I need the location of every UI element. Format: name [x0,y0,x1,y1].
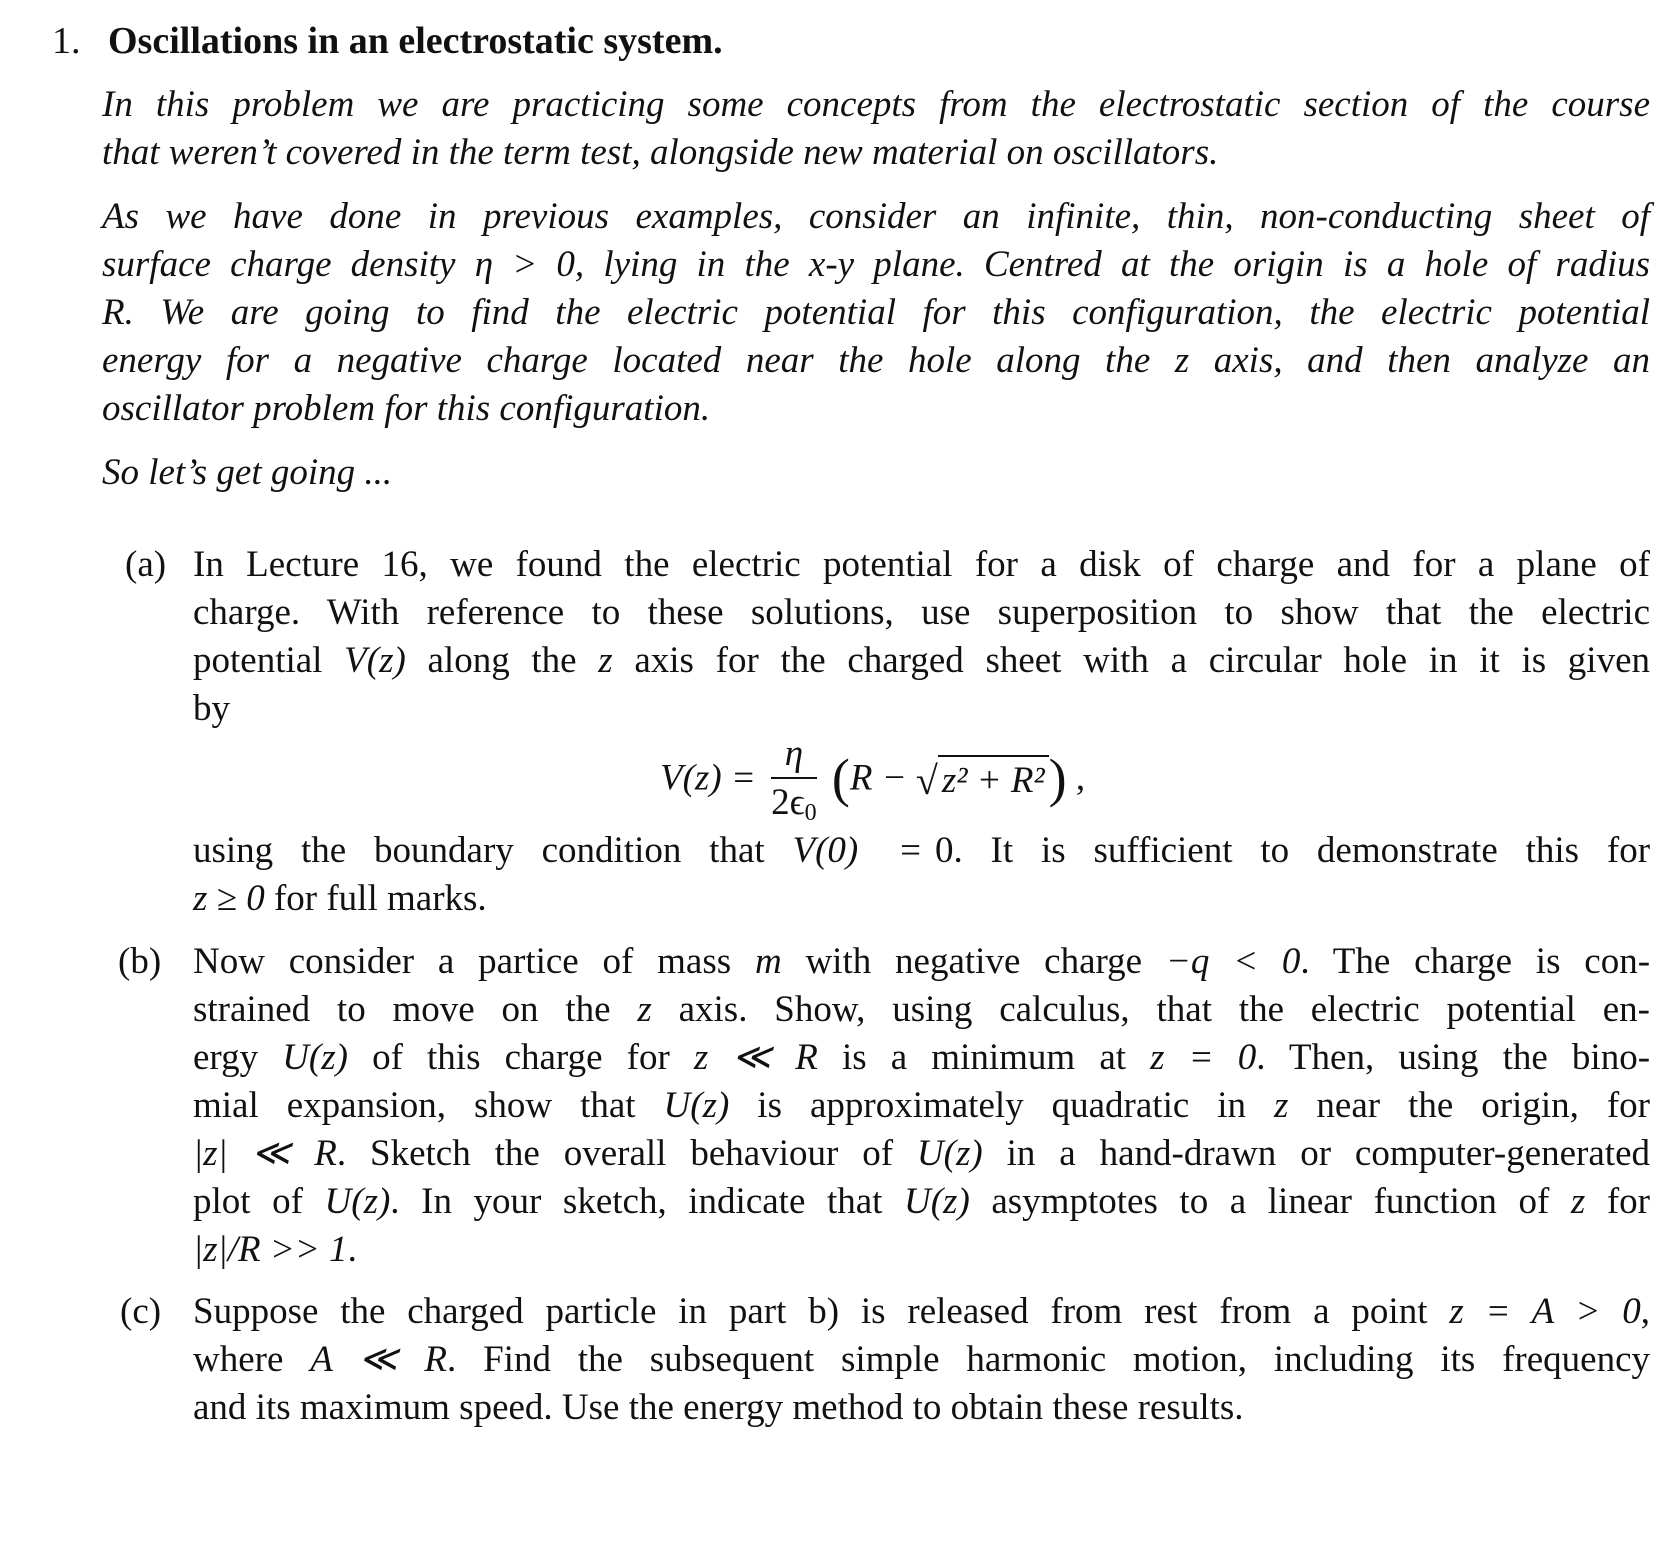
text-run: is a minimum at [817,1037,1151,1078]
math-A-much-less-R: A ≪ R [310,1339,448,1380]
intro-p2-line4 [102,342,1650,379]
sqrt-sign-icon: √ [915,757,938,803]
part-a-label: (a) [125,544,167,585]
intro-p2-line5: oscillator problem for this configuration. [102,388,711,429]
math-abs-z-much-less-R: |z| ≪ R [193,1133,337,1174]
part-b-line4 [193,1087,1650,1124]
denominator-subscript: 0 [804,800,817,826]
equation-fraction [771,732,816,824]
intro-p2-line3 [102,294,1650,331]
text-run: . The charge is con- [1300,941,1651,982]
text-run: in a hand-drawn or computer-generated [982,1133,1651,1174]
math-z-nonneg: z ≥ 0 [193,878,265,919]
math-abs-z-over-R: |z|/R >> 1 [193,1229,348,1270]
text-run: Now consider a partice of mass [193,941,755,982]
math-z: z [1570,1181,1586,1222]
equation-lhs: V(z) = [660,757,756,799]
text-run: - [825,244,838,285]
part-a-line2: charge. With reference to these solutions, use superposition to show that the electric [193,592,1650,633]
math-Uz: U(z) [324,1181,391,1222]
problem-heading [52,22,723,60]
part-c-label: (c) [120,1291,162,1332]
part-b-label: (b) [118,941,162,982]
part-b-line3 [193,1039,1650,1076]
part-b-line2 [193,991,1650,1028]
text-run: Suppose the charged particle in part b) is released from rest from a point [193,1291,1450,1332]
part-b-line5 [193,1135,1650,1172]
intro-p1-line2: that weren’t covered in the term test, alongside new material on oscillators. [102,132,1219,173]
intro-p3: So let’s get going ... [102,452,393,493]
text-run: . Find the subsequent simple harmonic motion, including its frequency [447,1339,1650,1380]
sqrt-radicand: z² + R² [938,755,1049,802]
equation-comma: , [1075,757,1086,799]
math-Vz: V(z) [344,640,406,681]
part-a-line1: In Lecture 16, we found the electric potential for a disk of charge and for a plane of [193,544,1650,585]
math-Uz: U(z) [663,1085,730,1126]
text-run: . Sketch the overall behaviour of [336,1133,917,1174]
part-c-line2 [193,1341,1650,1378]
text-run: along the [405,640,599,681]
part-a-line5 [193,832,1650,869]
text-run: , [1640,1291,1650,1332]
text-run: where [193,1339,311,1380]
math-z-much-less-R: z ≪ R [693,1037,818,1078]
text-run: axis, and then analyze an [1189,340,1651,381]
text-run: surface charge density [102,244,475,285]
text-run: asymptotes to a linear function of [969,1181,1571,1222]
text-run: for full marks. [264,878,487,919]
text-run: potential [193,640,345,681]
part-c-line1 [193,1293,1650,1330]
text-run: . [347,1229,357,1270]
text-run: is approximately quadratic in [729,1085,1275,1126]
text-run: ergy [193,1037,283,1078]
fraction-numerator: η [771,732,816,779]
text-run: , lying in the [574,244,809,285]
denominator-text: 2ϵ [771,782,805,823]
math-m: m [754,941,782,982]
math-z: z [637,989,652,1030]
text-run: . We are going to find the electric potential for this configuration, the electric potential [124,292,1650,333]
part-b-line1 [193,943,1650,980]
math-eta-positive: η > 0 [474,244,575,285]
left-paren: ( [831,748,850,808]
math-V0: V(0) [792,830,859,871]
fraction-denominator [771,779,816,824]
math-R: R [102,292,125,333]
text-run: near the origin, for [1288,1085,1650,1126]
math-z: z [1274,1085,1289,1126]
math-y: y [837,244,855,285]
math-z: z [1174,340,1190,381]
part-b-line7 [193,1231,1650,1268]
text-run: . Then, using the bino- [1256,1037,1651,1078]
text-run: axis for the charged sheet with a circular hole in it is given [612,640,1651,681]
right-paren: ) [1048,748,1067,808]
text-run: of this charge for [347,1037,694,1078]
text-run: . In your sketch, indicate that [390,1181,905,1222]
text-run: plane. Centred at the origin is a hole of radius [854,244,1651,285]
part-a-line3 [193,642,1650,679]
text-run: = [900,830,921,871]
math-Uz: U(z) [904,1181,970,1222]
math-z-zero: z = 0 [1150,1037,1257,1078]
math-Uz: U(z) [916,1133,983,1174]
intro-p2-line1: As we have done in previous examples, consider an infinite, thin, non-conducting sheet of [102,196,1650,237]
math-negative-q: −q < 0 [1165,941,1301,982]
part-c-line3: and its maximum speed. Use the energy method to obtain these results. [193,1387,1244,1428]
text-run: mial expansion, show that [193,1085,664,1126]
text-run: strained to move on the [193,989,638,1030]
equation-inner-term: R − [849,757,907,799]
problem-number: 1. [52,20,81,62]
text-run: plot of [193,1181,325,1222]
math-z-equals-A: z = A > 0 [1449,1291,1641,1332]
math-Uz: U(z) [282,1037,348,1078]
text-run: 0. It is sufficient to demonstrate this for [934,830,1651,871]
math-x: x [808,244,826,285]
text-run: for [1585,1181,1650,1222]
text-run: axis. Show, using calculus, that the electric potential en- [651,989,1650,1030]
intro-p2-line2 [102,246,1650,283]
sqrt-expression [916,755,1049,802]
text-run: energy for a negative charge located near the hole along the [102,340,1175,381]
part-a-line6 [193,880,1650,917]
math-z: z [598,640,613,681]
part-b-line6 [193,1183,1650,1220]
text-run: using the boundary condition that [193,830,793,871]
intro-p1-line1: In this problem we are practicing some concepts from the electrostatic section of the course [102,84,1650,125]
problem-title: Oscillations in an electrostatic system. [108,20,723,62]
part-a-line4: by [193,688,230,729]
potential-equation [660,732,1085,824]
text-run: with negative charge [781,941,1166,982]
